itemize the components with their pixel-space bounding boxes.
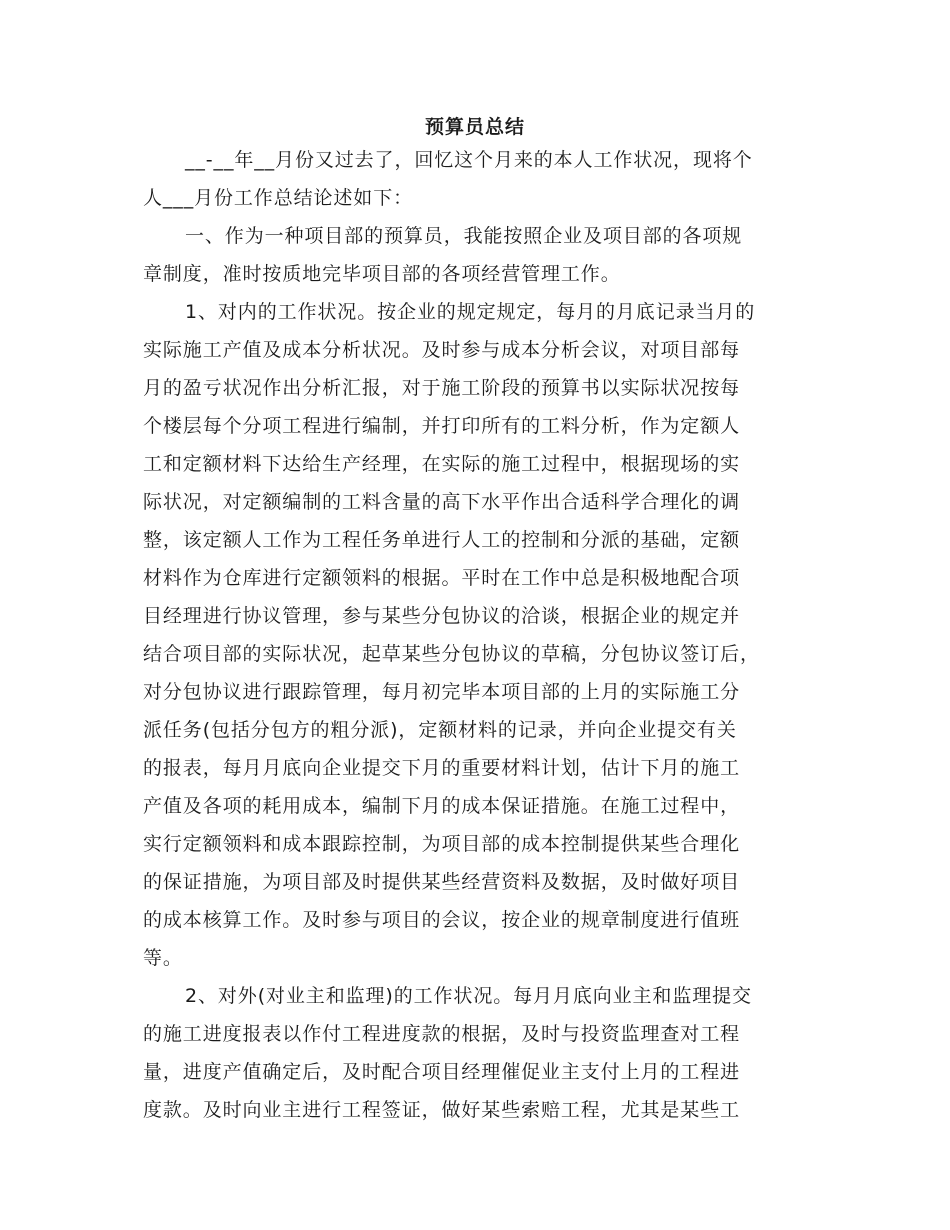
text-line: 实行定额领料和成本跟踪控制，为项目部的成本控制提供某些合理化 (143, 833, 741, 855)
text-line: 的报表，每月月底向企业提交下月的重要材料计划，估计下月的施工 (143, 757, 741, 779)
text-line: 对分包协议进行跟踪管理，每月初完毕本项目部的上月的实际施工分 (143, 681, 741, 703)
text-line: 量，进度产值确定后，及时配合项目经理催促业主支付上月的工程进 (143, 1061, 741, 1083)
text-line: 等。 (143, 947, 183, 969)
text-line: 工和定额材料下达给生产经理，在实际的施工过程中，根据现场的实 (143, 453, 741, 475)
text-line: 1、对内的工作状况。按企业的规定规定，每月的月底记录当月的 (185, 301, 756, 323)
text-line: 材料作为仓库进行定额领料的根据。平时在工作中总是积极地配合项 (143, 567, 741, 589)
text-line: 个楼层每个分项工程进行编制，并打印所有的工料分析，作为定额人 (143, 415, 741, 437)
text-line: 产值及各项的耗用成本，编制下月的成本保证措施。在施工过程中， (143, 795, 741, 817)
text-line: 的保证措施，为项目部及时提供某些经营资料及数据，及时做好项目 (143, 871, 741, 893)
text-line: 实际施工产值及成本分析状况。及时参与成本分析会议，对项目部每 (143, 339, 741, 361)
text-line: 一、作为一种项目部的预算员，我能按照企业及项目部的各项规 (185, 225, 743, 247)
text-line: 度款。及时向业主进行工程签证，做好某些索赔工程，尤其是某些工 (143, 1099, 741, 1121)
text-line: 的施工进度报表以作付工程进度款的根据，及时与投资监理查对工程 (143, 1023, 741, 1045)
text-line: 人___月份工作总结论述如下： (143, 187, 414, 209)
text-line: 章制度，准时按质地完毕项目部的各项经营管理工作。 (143, 263, 621, 285)
text-line: 2、对外(对业主和监理)的工作状况。每月月底向业主和监理提交 (185, 985, 752, 1007)
document-title: 预算员总结 (424, 116, 525, 138)
text-line: 结合项目部的实际状况，起草某些分包协议的草稿，分包协议签订后， (143, 643, 760, 665)
text-line: __-__年__月份又过去了，回忆这个月来的本人工作状况，现将个 (185, 149, 753, 171)
text-line: 目经理进行协议管理，参与某些分包协议的洽谈，根据企业的规定并 (143, 605, 741, 627)
text-line: 月的盈亏状况作出分析汇报，对于施工阶段的预算书以实际状况按每 (143, 377, 741, 399)
text-line: 的成本核算工作。及时参与项目的会议，按企业的规章制度进行值班 (143, 909, 741, 931)
text-line: 整，该定额人工作为工程任务单进行人工的控制和分派的基础，定额 (143, 529, 741, 551)
text-line: 际状况，对定额编制的工料含量的高下水平作出合适科学合理化的调 (143, 491, 741, 513)
text-line: 派任务(包括分包方的粗分派)，定额材料的记录，并向企业提交有关 (143, 719, 737, 741)
